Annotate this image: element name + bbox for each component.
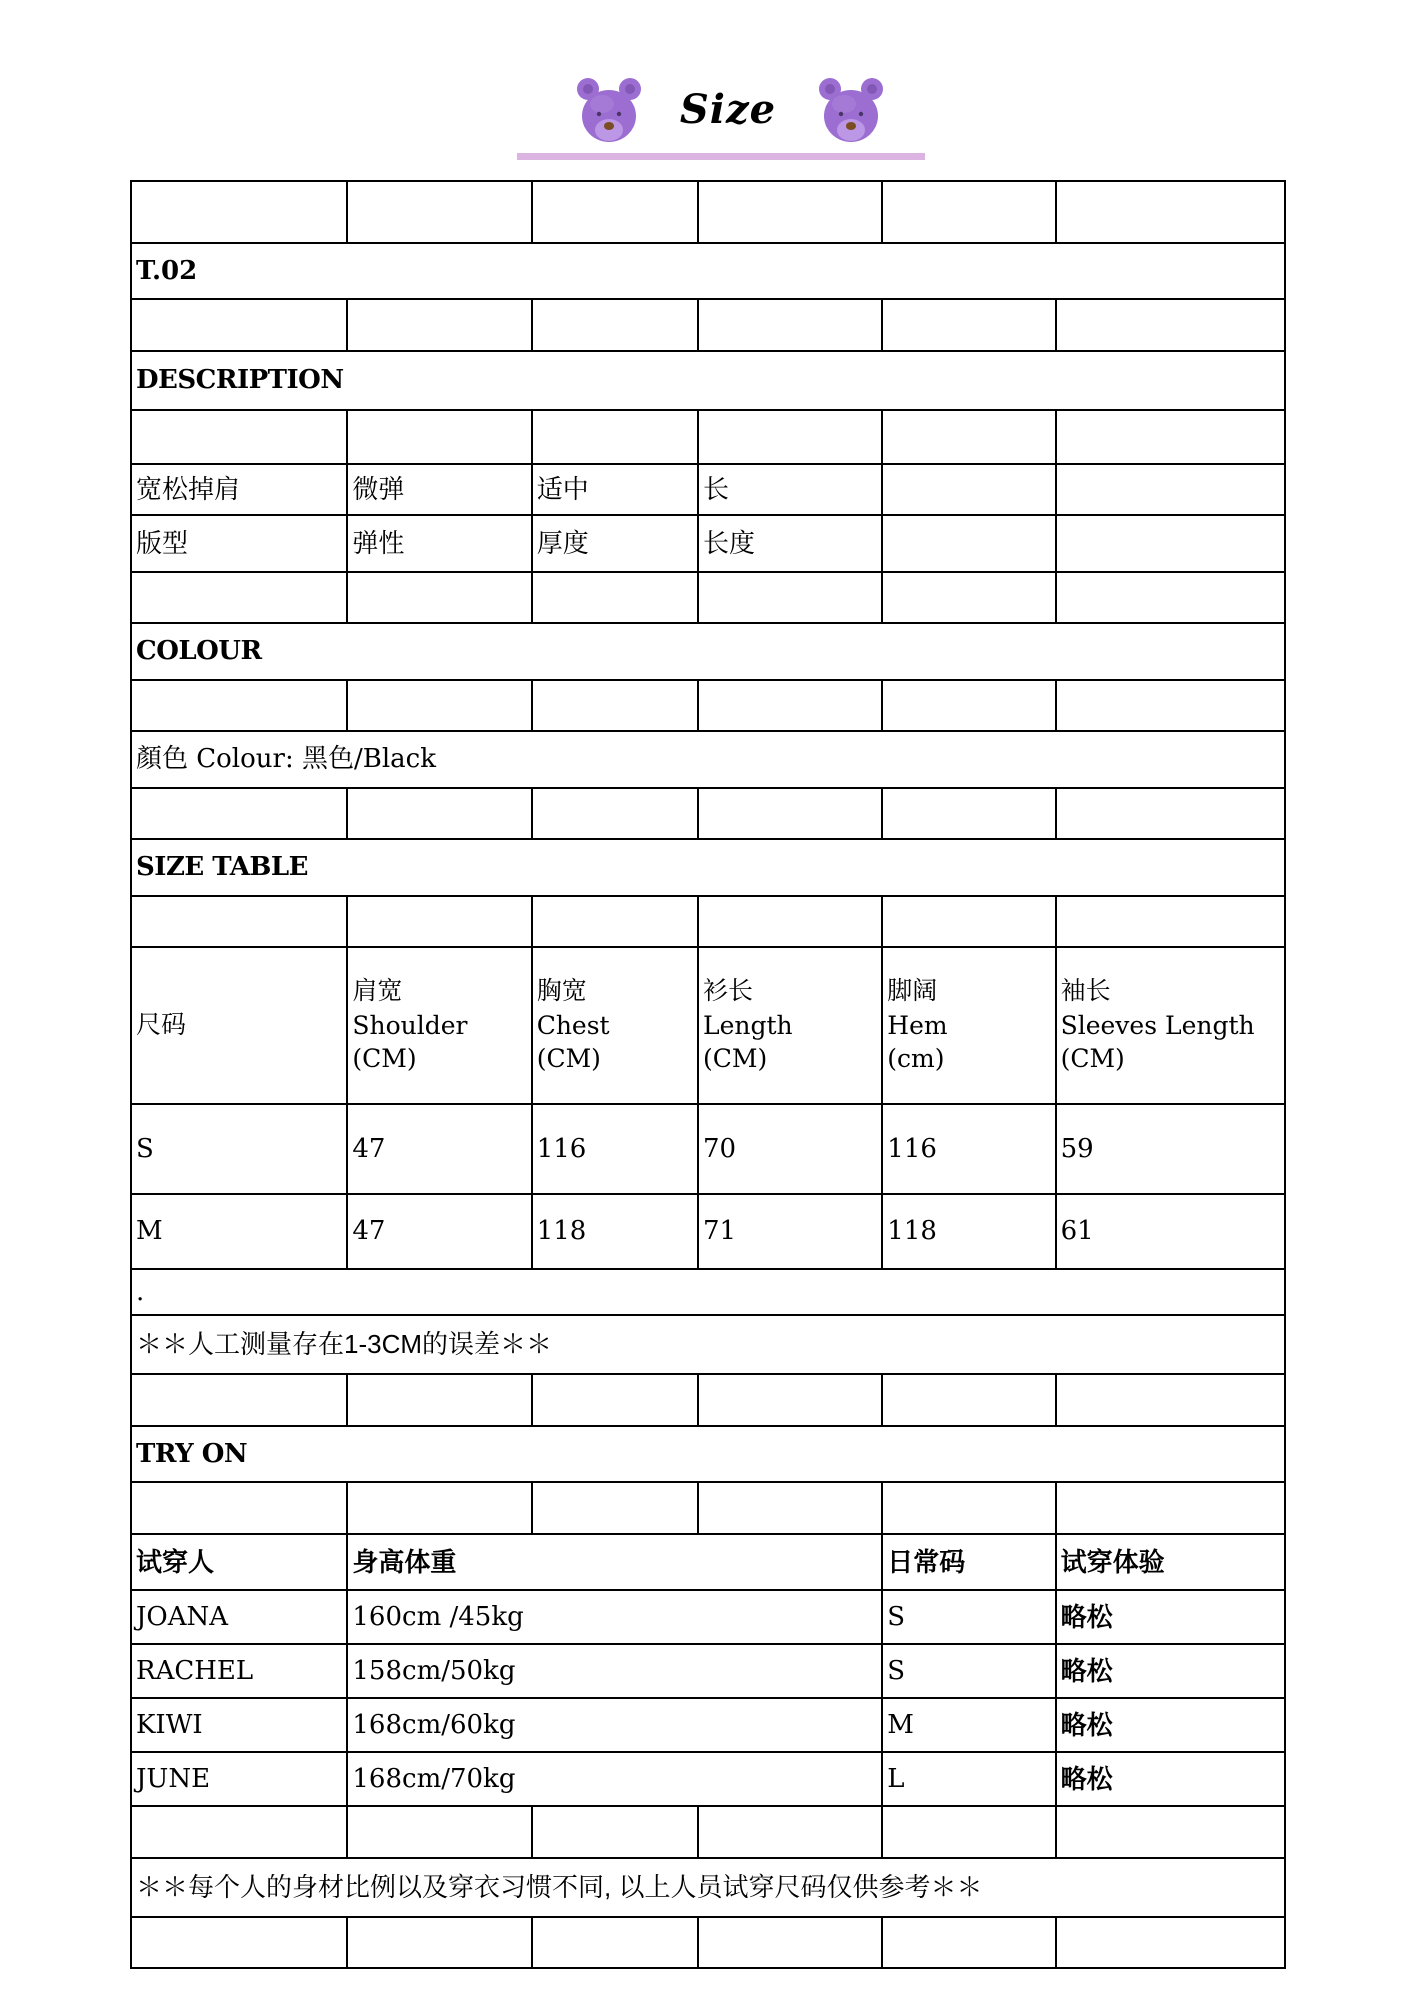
empty-cell <box>532 181 698 243</box>
length-value: 长 <box>698 464 882 515</box>
size-table-section-row <box>131 839 1285 896</box>
empty-cell <box>131 1374 347 1426</box>
empty-cell <box>532 1374 698 1426</box>
empty-cell <box>131 788 347 839</box>
tester-body: 158cm/50kg <box>347 1644 882 1698</box>
spacer-row <box>131 1917 1285 1968</box>
empty-cell <box>882 1806 1055 1858</box>
empty-cell <box>131 572 347 623</box>
try-on-row <box>131 1590 1285 1644</box>
empty-cell <box>698 572 882 623</box>
shoulder-value: 47 <box>347 1104 531 1194</box>
fit-label: 版型 <box>131 515 347 572</box>
try-on-header-row <box>131 1534 1285 1590</box>
body-column-header: 身高体重 <box>347 1534 882 1590</box>
chest-value: 116 <box>532 1104 698 1194</box>
try-on-row <box>131 1644 1285 1698</box>
tester-name: RACHEL <box>131 1644 347 1698</box>
tester-size: S <box>882 1644 1055 1698</box>
empty-cell <box>532 896 698 947</box>
empty-cell <box>1056 1482 1285 1534</box>
try-on-row <box>131 1752 1285 1806</box>
size-name: S <box>131 1104 347 1194</box>
spacer-row <box>131 410 1285 464</box>
description-attributes-row <box>131 515 1285 572</box>
empty-cell <box>882 788 1055 839</box>
spacer-row <box>131 1374 1285 1426</box>
empty-cell <box>1056 572 1285 623</box>
size-row-s <box>131 1104 1285 1194</box>
dot-row <box>131 1269 1285 1315</box>
sleeves-value: 61 <box>1056 1194 1285 1269</box>
spacer-row <box>131 181 1285 243</box>
empty-cell <box>347 896 531 947</box>
description-section-label: DESCRIPTION <box>131 351 1285 410</box>
empty-cell <box>882 464 1055 515</box>
empty-cell <box>698 788 882 839</box>
empty-cell <box>532 299 698 351</box>
colour-value: 顏色 Colour: 黑色/Black <box>131 731 1285 788</box>
spacer-row <box>131 896 1285 947</box>
empty-cell <box>882 680 1055 731</box>
title-underline <box>517 153 925 160</box>
empty-cell <box>347 1806 531 1858</box>
empty-cell <box>698 1806 882 1858</box>
length-column-header: 衫长 Length (CM) <box>698 947 882 1104</box>
hem-column-header: 脚阔 Hem (cm) <box>882 947 1055 1104</box>
length-value: 71 <box>698 1194 882 1269</box>
size-row-m <box>131 1194 1285 1269</box>
tester-feel: 略松 <box>1056 1698 1285 1752</box>
empty-cell <box>882 299 1055 351</box>
empty-cell <box>131 1482 347 1534</box>
empty-cell <box>1056 1806 1285 1858</box>
empty-cell <box>532 788 698 839</box>
page-title: Size <box>679 86 777 133</box>
colour-section-row <box>131 623 1285 680</box>
shoulder-column-header: 肩宽 Shoulder (CM) <box>347 947 531 1104</box>
measurement-note-row <box>131 1315 1285 1374</box>
empty-cell <box>131 896 347 947</box>
colour-section-label: COLOUR <box>131 623 1285 680</box>
spacer-row <box>131 1482 1285 1534</box>
empty-cell <box>347 299 531 351</box>
try-on-section-row <box>131 1426 1285 1482</box>
try-on-note-row <box>131 1858 1285 1917</box>
empty-cell <box>1056 410 1285 464</box>
thickness-label: 厚度 <box>532 515 698 572</box>
description-section-row <box>131 351 1285 410</box>
tester-name: JOANA <box>131 1590 347 1644</box>
empty-cell <box>882 896 1055 947</box>
empty-cell <box>347 680 531 731</box>
size-table-section-label: SIZE TABLE <box>131 839 1285 896</box>
empty-cell <box>347 1917 531 1968</box>
dot-text: . <box>131 1269 1285 1315</box>
description-values-row <box>131 464 1285 515</box>
tester-body: 160cm /45kg <box>347 1590 882 1644</box>
hem-value: 118 <box>882 1194 1055 1269</box>
tester-body: 168cm/60kg <box>347 1698 882 1752</box>
empty-cell <box>698 299 882 351</box>
tester-feel: 略松 <box>1056 1752 1285 1806</box>
empty-cell <box>698 181 882 243</box>
empty-cell <box>532 1917 698 1968</box>
size-name: M <box>131 1194 347 1269</box>
spacer-row <box>131 1806 1285 1858</box>
tester-name: JUNE <box>131 1752 347 1806</box>
empty-cell <box>1056 1917 1285 1968</box>
empty-cell <box>698 1374 882 1426</box>
empty-cell <box>131 1806 347 1858</box>
length-value: 70 <box>698 1104 882 1194</box>
empty-cell <box>131 181 347 243</box>
empty-cell <box>347 410 531 464</box>
empty-cell <box>698 896 882 947</box>
size-table-header-row <box>131 947 1285 1104</box>
stretch-value: 微弹 <box>347 464 531 515</box>
fit-value: 宽松掉肩 <box>131 464 347 515</box>
empty-cell <box>882 1482 1055 1534</box>
empty-cell <box>532 410 698 464</box>
empty-cell <box>882 572 1055 623</box>
empty-cell <box>882 1374 1055 1426</box>
empty-cell <box>532 1482 698 1534</box>
empty-cell <box>347 788 531 839</box>
empty-cell <box>1056 788 1285 839</box>
sleeves-value: 59 <box>1056 1104 1285 1194</box>
shoulder-value: 47 <box>347 1194 531 1269</box>
empty-cell <box>532 1806 698 1858</box>
empty-cell <box>882 1917 1055 1968</box>
tester-name: KIWI <box>131 1698 347 1752</box>
spacer-row <box>131 788 1285 839</box>
empty-cell <box>1056 299 1285 351</box>
thickness-value: 适中 <box>532 464 698 515</box>
empty-cell <box>347 1374 531 1426</box>
empty-cell <box>1056 515 1285 572</box>
chest-column-header: 胸宽 Chest (CM) <box>532 947 698 1104</box>
spacer-row <box>131 680 1285 731</box>
tester-size: M <box>882 1698 1055 1752</box>
empty-cell <box>882 181 1055 243</box>
empty-cell <box>532 680 698 731</box>
empty-cell <box>698 410 882 464</box>
stretch-label: 弹性 <box>347 515 531 572</box>
empty-cell <box>347 181 531 243</box>
try-on-note: ＊＊每个人的身材比例以及穿衣习惯不同, 以上人员试穿尺码仅供参考＊＊ <box>131 1858 1285 1917</box>
product-code-row <box>131 243 1285 299</box>
empty-cell <box>1056 464 1285 515</box>
hem-value: 116 <box>882 1104 1055 1194</box>
empty-cell <box>131 1917 347 1968</box>
colour-value-row <box>131 731 1285 788</box>
size-chart-table <box>130 180 1286 1969</box>
empty-cell <box>882 410 1055 464</box>
teddy-bear-icon <box>572 74 646 150</box>
empty-cell <box>698 1917 882 1968</box>
empty-cell <box>882 515 1055 572</box>
experience-column-header: 试穿体验 <box>1056 1534 1285 1590</box>
spacer-row <box>131 299 1285 351</box>
chest-value: 118 <box>532 1194 698 1269</box>
empty-cell <box>1056 181 1285 243</box>
empty-cell <box>1056 896 1285 947</box>
tester-size: L <box>882 1752 1055 1806</box>
empty-cell <box>131 410 347 464</box>
person-column-header: 试穿人 <box>131 1534 347 1590</box>
empty-cell <box>131 299 347 351</box>
empty-cell <box>347 1482 531 1534</box>
tester-size: S <box>882 1590 1055 1644</box>
empty-cell <box>347 572 531 623</box>
length-label: 长度 <box>698 515 882 572</box>
tester-body: 168cm/70kg <box>347 1752 882 1806</box>
sleeves-column-header: 袖长 Sleeves Length (CM) <box>1056 947 1285 1104</box>
empty-cell <box>1056 1374 1285 1426</box>
tester-feel: 略松 <box>1056 1644 1285 1698</box>
try-on-section-label: TRY ON <box>131 1426 1285 1482</box>
empty-cell <box>1056 680 1285 731</box>
empty-cell <box>698 680 882 731</box>
empty-cell <box>698 1482 882 1534</box>
size-column-header: 尺码 <box>131 947 347 1104</box>
try-on-row <box>131 1698 1285 1752</box>
product-code: T.02 <box>131 243 1285 299</box>
page-header <box>0 0 1414 175</box>
measurement-note: ＊＊人工测量存在1-3CM的误差＊＊ <box>131 1315 1285 1374</box>
empty-cell <box>131 680 347 731</box>
empty-cell <box>532 572 698 623</box>
spacer-row <box>131 572 1285 623</box>
daily-size-column-header: 日常码 <box>882 1534 1055 1590</box>
tester-feel: 略松 <box>1056 1590 1285 1644</box>
teddy-bear-icon <box>814 74 888 150</box>
